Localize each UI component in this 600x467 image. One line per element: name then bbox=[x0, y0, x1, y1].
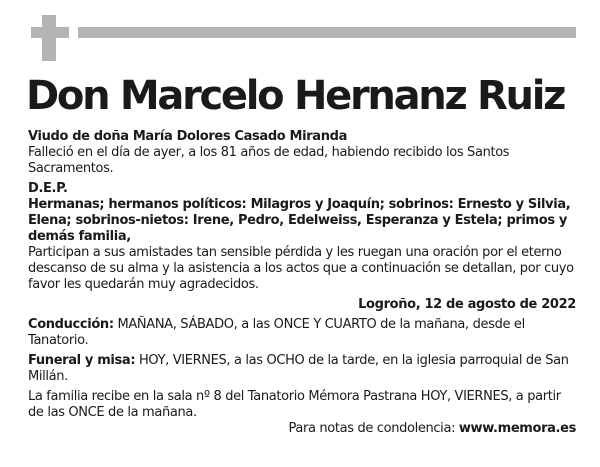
condolence-site: www.memora.es bbox=[458, 421, 576, 436]
conduction-text: MAÑANA, SÁBADO, a las ONCE Y CUARTO de la mañana, desde el Tanatorio. bbox=[28, 317, 525, 348]
death-text: Falleció en el día de ayer, a los 81 años de edad, habiendo recibido los Santos Sacramentos. bbox=[28, 145, 510, 176]
cross-icon bbox=[31, 15, 69, 61]
place-date: Logroño, 12 de agosto de 2022 bbox=[358, 297, 576, 312]
funeral-label: Funeral y misa: bbox=[28, 353, 136, 368]
announcement-text: Participan a sus amistades tan sensible pérdida y les ruegan una oración por el eterno descanso de su alma y la asistencia a los actos que a continuación se detallan, por cuyo favor les quedarán muy agradecidos. bbox=[28, 245, 574, 292]
obituary-body bbox=[28, 129, 576, 437]
funeral-text: HOY, VIERNES, a las OCHO de la tarde, en la iglesia parroquial de San Millán. bbox=[28, 353, 569, 384]
condolence-text: Para notas de condolencia: bbox=[288, 421, 459, 436]
header-rule bbox=[78, 27, 576, 38]
condolence-line bbox=[28, 421, 576, 437]
family-text: Hermanas; hermanos políticos: Milagros y Joaquín; sobrinos: Ernesto y Silvia, Elena; sobrinos-nietos: Irene, Pedro, Edelweiss, Esperanza y Estela; primos y demás familia, bbox=[28, 197, 571, 244]
conduction-label: Conducción: bbox=[28, 317, 114, 332]
deceased-name: Don Marcelo Hernanz Ruiz bbox=[26, 73, 565, 119]
funeral-paragraph bbox=[28, 353, 576, 385]
dep-text: D.E.P. bbox=[28, 181, 68, 196]
conduction-paragraph bbox=[28, 317, 576, 349]
reception-text: La familia recibe en la sala nº 8 del Tanatorio Mémora Pastrana HOY, VIERNES, a partir de las ONCE de la mañana. bbox=[28, 389, 561, 420]
widow-line: Viudo de doña María Dolores Casado Miranda bbox=[28, 129, 348, 144]
